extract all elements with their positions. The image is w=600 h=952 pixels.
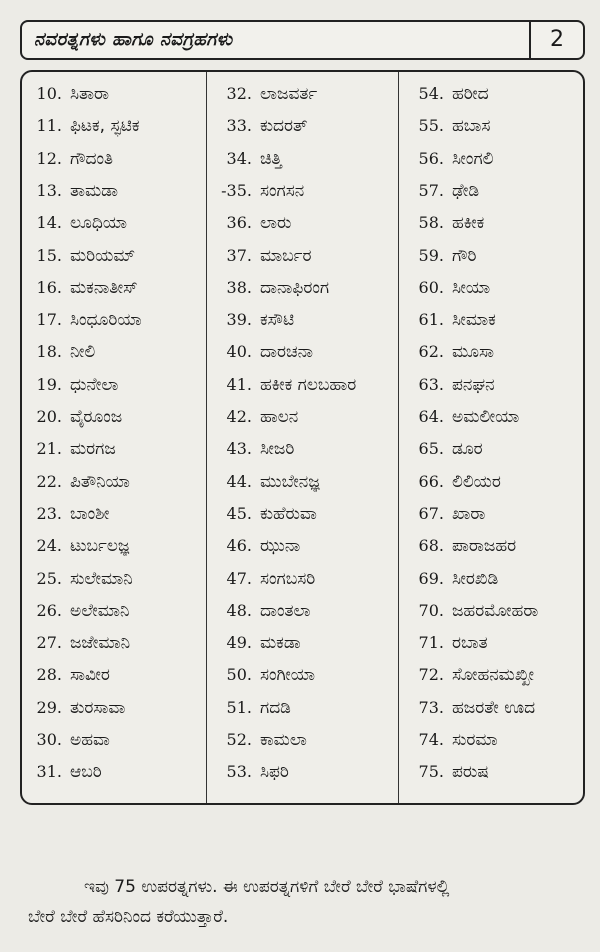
item-name: ಸಿಂಧೂರಿಯಾ — [70, 310, 142, 331]
footer-line-2: ಬೇರೆ ಬೇರೆ ಹೆಸರಿನಿಂದ ಕರೆಯುತ್ತಾರೆ. — [28, 907, 229, 927]
item-number: 73. — [418, 697, 444, 717]
item-name: ಸೀಮಾಕ — [452, 310, 496, 331]
item-number: 26. — [36, 600, 62, 620]
item-number: -35. — [221, 180, 252, 200]
item-number: 45. — [226, 503, 252, 523]
item-number: 27. — [36, 633, 62, 653]
item-number: 12. — [36, 148, 62, 168]
item-number: 28. — [36, 665, 62, 685]
item-name: ಡೂರ — [452, 439, 483, 460]
item-name: ಗದಡಿ — [260, 697, 291, 718]
item-number: 57. — [418, 180, 444, 200]
item-number: 58. — [418, 213, 444, 233]
item-number: 14. — [36, 213, 62, 233]
item-number: 49. — [226, 633, 252, 653]
item-name: ಜಹರಮೋಹರಾ — [452, 600, 539, 621]
item-name: ಗೌರಿ — [452, 245, 477, 266]
footer-line-1: ಇವು 75 ಉಪರತ್ನಗಳು. ಈ ಉಪರತ್ನಗಳಿಗೆ ಬೇರೆ ಬೇರೆ ಭಾಷೆಗಳಲ್ಲಿ — [84, 877, 450, 897]
item-name: ಲಿಲಿಯರ — [452, 471, 501, 492]
item-number: 39. — [226, 310, 252, 330]
item-name: ಪಾರಾಜಹರ — [452, 536, 517, 557]
item-number: 22. — [36, 471, 62, 491]
item-name: ಸೋಹನಮಖ್ಖೀ — [452, 665, 535, 686]
item-number: 18. — [36, 342, 62, 362]
item-name: ಅಲೇಮಾನಿ — [70, 600, 130, 621]
item-number: 59. — [418, 245, 444, 265]
item-number: 15. — [36, 245, 62, 265]
item-number: 16. — [36, 277, 62, 297]
item-name: ಹಜರತೇ ಊದ — [452, 697, 536, 718]
item-number: 52. — [226, 730, 252, 749]
item-name: ಸೀಯಾ — [452, 277, 491, 298]
item-name: ಆಬರಿ — [70, 762, 102, 783]
header-title: ನವರತ್ನಗಳು ಹಾಗೂ ನವಗ್ರಹಗಳು — [34, 29, 233, 50]
item-number: 44. — [226, 471, 252, 491]
item-name: ಸಂಗಸನ — [260, 180, 305, 201]
item-name: ಲಾರು — [260, 213, 292, 234]
item-name: ದಾರಚನಾ — [260, 342, 314, 363]
item-name: ಝುನಾ — [260, 536, 301, 557]
item-name: ಮಕನಾತೀಸ್ — [70, 277, 138, 298]
item-number: 41. — [226, 374, 252, 394]
item-number: 25. — [36, 568, 62, 588]
item-number: 42. — [226, 407, 252, 426]
item-number: 55. — [418, 116, 444, 136]
page-number: 2 — [529, 22, 583, 58]
item-name: ಸಿತಾರಾ — [70, 84, 110, 104]
item-number: 24. — [36, 536, 62, 556]
item-number: 38. — [226, 277, 252, 297]
item-number: 51. — [226, 697, 252, 717]
item-name: ಜಜೇಮಾನಿ — [70, 633, 131, 654]
item-number: 46. — [226, 536, 252, 556]
item-name: ಕಾಮಲಾ — [260, 730, 307, 750]
column-divider — [206, 72, 207, 803]
item-name: ಹಬಾಸ — [452, 116, 491, 137]
item-name: ಚಿತ್ತಿ — [260, 148, 282, 169]
item-number: 36. — [226, 213, 252, 233]
footer-paragraph — [28, 872, 583, 932]
item-name: ಸೀಜರಿ — [260, 439, 295, 460]
item-number: 33. — [226, 116, 252, 136]
item-name: ಸುರಮಾ — [452, 730, 498, 750]
item-number: 64. — [418, 407, 444, 426]
item-number: 29. — [36, 697, 62, 717]
item-number: 11. — [36, 116, 62, 136]
item-name: ಪರುಷ — [452, 762, 489, 783]
item-number: 10. — [36, 84, 62, 103]
item-number: 70. — [418, 600, 444, 620]
item-number: 17. — [36, 310, 62, 330]
item-name: ಮಾರ್ಬರ — [260, 245, 312, 266]
item-name: ಸೀರಖಿಡಿ — [452, 568, 499, 589]
item-number: 40. — [226, 342, 252, 362]
item-number: 68. — [418, 536, 444, 556]
item-number: 34. — [226, 148, 252, 168]
item-number: 30. — [36, 730, 62, 749]
item-name: ಸುಲೇಮಾನಿ — [70, 568, 133, 589]
item-name: ಪನಘನ — [452, 374, 495, 395]
item-number: 37. — [226, 245, 252, 265]
item-name: ದಾಂತಲಾ — [260, 600, 311, 621]
item-name: ತಾಮಡಾ — [70, 180, 119, 201]
item-name: ಮೂಸಾ — [452, 342, 495, 363]
item-number: 72. — [418, 665, 444, 685]
item-number: 31. — [36, 762, 62, 782]
item-number: 53. — [226, 762, 252, 782]
item-number: 65. — [418, 439, 444, 459]
item-number: 54. — [418, 84, 444, 103]
item-name: ಪಿತೌನಿಯಾ — [70, 471, 130, 492]
item-number: 61. — [418, 310, 444, 330]
item-name: ರಬಾತ — [452, 633, 488, 654]
item-name: ಸಿಫರಿ — [260, 762, 289, 783]
item-name: ಖಾರಾ — [452, 503, 486, 524]
item-number: 43. — [226, 439, 252, 459]
item-number: 60. — [418, 277, 444, 297]
item-name: ಢೇಡಿ — [452, 180, 480, 201]
item-number: 66. — [418, 471, 444, 491]
item-name: ಹರೀದ — [452, 84, 489, 104]
item-name: ಕುಹೆರುವಾ — [260, 503, 317, 524]
item-number: 74. — [418, 730, 444, 749]
item-name: ಹಕೀಕ ಗಲಬಹಾರ — [260, 374, 357, 395]
item-number: 23. — [36, 503, 62, 523]
item-name: ಲಾಜವರ್ತ — [260, 84, 318, 104]
gem-list-table — [20, 70, 585, 805]
item-name: ಅಹವಾ — [70, 730, 110, 750]
item-number: 47. — [226, 568, 252, 588]
item-number: 21. — [36, 439, 62, 459]
item-number: 69. — [418, 568, 444, 588]
item-name: ಸೀಂಗಲಿ — [452, 148, 494, 169]
item-name: ಬಾಂಶೀ — [70, 503, 110, 524]
item-number: 20. — [36, 407, 62, 426]
item-name: ತುರಸಾವಾ — [70, 697, 126, 718]
item-number: 62. — [418, 342, 444, 362]
item-name: ಸಂಗೀಯಾ — [260, 665, 315, 686]
item-number: 56. — [418, 148, 444, 168]
item-name: ಸಂಗಬಸರಿ — [260, 568, 316, 589]
item-name: ಮರಿಯಮ್ — [70, 245, 136, 266]
item-name: ಕುದರತ್ — [260, 116, 308, 137]
item-name: ಹಕೀಕ — [452, 213, 485, 234]
item-name: ಧುನೇಲಾ — [70, 374, 119, 395]
item-number: 32. — [226, 84, 252, 103]
item-name: ನೀಲಿ — [70, 342, 96, 363]
item-name: ಮರಗಜ — [70, 439, 116, 460]
item-name: ಗೌದಂತಿ — [70, 148, 114, 169]
page-header — [20, 20, 585, 60]
item-name: ಮುಬೇನಜ್ಞ — [260, 471, 320, 492]
item-name: ಕಸೌಟಿ — [260, 310, 295, 331]
item-name: ವೈರೂಂಜ — [70, 407, 123, 427]
item-number: 75. — [418, 762, 444, 782]
item-name: ಟುರ್ಬಲಜ್ಞ — [70, 536, 130, 557]
item-name: ಲೂಧಿಯಾ — [70, 213, 128, 234]
item-number: 19. — [36, 374, 62, 394]
item-name: ಸಾವೀರ — [70, 665, 110, 686]
item-number: 50. — [226, 665, 252, 685]
item-name: ಅಮಲೀಯಾ — [452, 407, 520, 427]
item-name: ಹಾಲನ — [260, 407, 299, 427]
item-number: 13. — [36, 180, 62, 200]
item-number: 63. — [418, 374, 444, 394]
item-number: 71. — [418, 633, 444, 653]
item-name: ಮಕಡಾ — [260, 633, 301, 654]
item-number: 67. — [418, 503, 444, 523]
item-name: ಫಿಟಕ, ಸ್ಫಟಿಕ — [70, 116, 140, 137]
column-divider — [398, 72, 399, 803]
item-number: 48. — [226, 600, 252, 620]
item-name: ದಾನಾಫಿರಂಗ — [260, 277, 330, 298]
